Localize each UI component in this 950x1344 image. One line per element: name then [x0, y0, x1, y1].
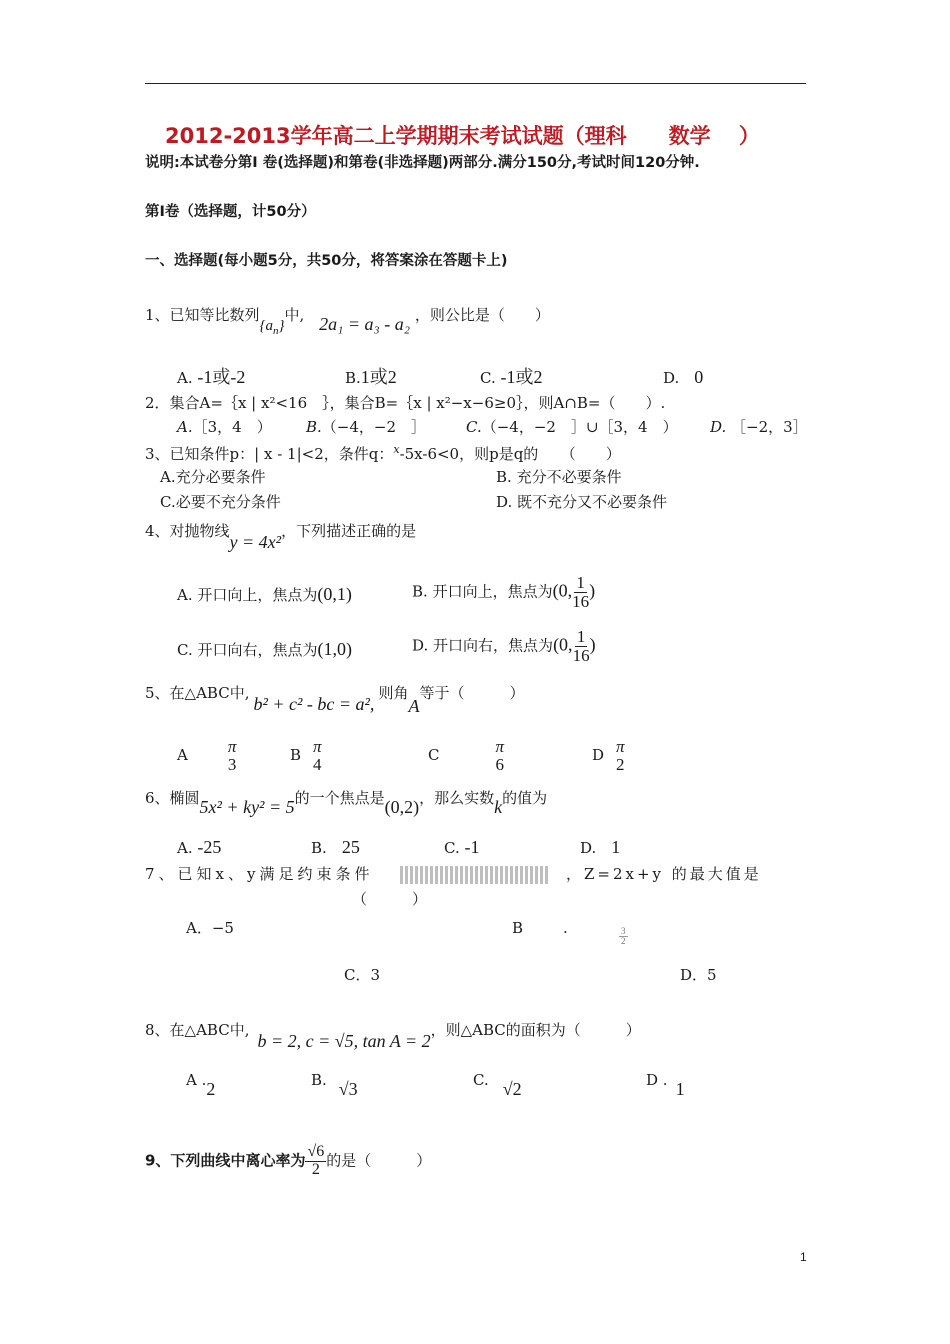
- q7-option-c[interactable]: C．3: [344, 966, 381, 984]
- question-7: 7、已知x、y满足约束条件: [145, 865, 374, 883]
- q6-stem-c: ，那么实数: [419, 789, 495, 807]
- question-7-tail: ，Z=2x+y 的最大值是: [566, 865, 762, 883]
- q1-stem-c: ，则公比是（ ）: [414, 306, 550, 324]
- part-heading: 第I卷（选择题，计50分）: [145, 204, 316, 220]
- q8-stem-b: ，则△ABC的面积为（ ）: [430, 1021, 641, 1039]
- q6-option-d[interactable]: D. 1: [580, 837, 621, 857]
- header-rule: [145, 83, 806, 84]
- q9-stem: 9、下列曲线中离心率为: [145, 1151, 306, 1170]
- question-2: 2．集合A=｛x | x²<16 ｝，集合B=｛x | x²−x−6≥0｝，则A∩B=（ ）.: [145, 394, 666, 412]
- q3-var: x: [393, 443, 400, 456]
- q4-option-d[interactable]: D. 开口向右，焦点为(0, $\frac{1}{16}$ ): [412, 627, 596, 665]
- q5-stem-b: 则角: [378, 684, 409, 702]
- q7-option-d[interactable]: D．5: [680, 966, 717, 984]
- q4-stem-b: ，下列描述正确的是: [281, 522, 417, 540]
- q6-option-c[interactable]: C. -1: [444, 837, 480, 857]
- q9-frac-num: √6: [307, 1143, 325, 1160]
- q1-option-a[interactable]: A. -1或-2: [177, 367, 246, 387]
- q5-option-b[interactable]: B π 4: [290, 737, 322, 774]
- question-4: [145, 521, 417, 552]
- q5-option-d[interactable]: D π 2: [592, 737, 625, 774]
- q4-equation: y = 4x²: [229, 532, 282, 552]
- page-number: 1: [800, 1250, 807, 1264]
- constraint-system-image: [400, 866, 550, 884]
- q7-paren: （ ）: [352, 890, 428, 908]
- page-title: 2012-2013学年高二上学期期末考试试题（理科 数学 ）: [165, 124, 760, 148]
- q2-option-a[interactable]: A.［3，4 ）: [177, 418, 272, 436]
- q2-option-d[interactable]: D. ［−2，3］: [710, 418, 808, 436]
- question-8: [145, 1020, 641, 1051]
- q1-stem-b: 中,: [284, 306, 305, 324]
- q6-point: (0,2): [384, 797, 420, 817]
- q1-option-d[interactable]: D. 0: [663, 367, 704, 387]
- q1-seq-close: }: [278, 318, 285, 334]
- q2-option-b[interactable]: B.（−4，−2 ］: [306, 418, 427, 436]
- q5-var: A: [408, 696, 420, 716]
- q6-stem: 6、椭圆: [145, 789, 200, 807]
- question-1: [145, 305, 550, 337]
- q1-option-c[interactable]: C. -1或2: [480, 367, 543, 387]
- question-3: [145, 444, 621, 462]
- q4-option-c[interactable]: C. 开口向右，焦点为(1,0): [177, 639, 353, 659]
- q5-option-c[interactable]: C π 6: [428, 737, 505, 774]
- q9-stem-b: 的是（ ）: [326, 1151, 432, 1170]
- q6-equation: 5x² + ky² = 5: [199, 797, 295, 817]
- q1-equation: 2a₁ = a₃ - a₂: [319, 314, 411, 334]
- q4-option-b[interactable]: B. 开口向上，焦点为(0, $\frac{1}{16}$ ): [412, 573, 596, 611]
- q3-stem: 3、已知条件p：| x - 1|<2，条件q：: [145, 445, 394, 463]
- q8-stem: 8、在△ABC中,: [145, 1021, 250, 1039]
- q4-option-a[interactable]: A. 开口向上，焦点为(0,1): [177, 584, 352, 604]
- q6-option-b[interactable]: B. 25: [311, 837, 360, 857]
- q1-seq-sub: n: [273, 325, 279, 337]
- q8-option-a[interactable]: A .2: [186, 1071, 216, 1099]
- exam-note: 说明:本试卷分第I 卷(选择题)和第卷(非选择题)两部分.满分150分,考试时间120分钟.: [145, 155, 700, 171]
- q1-option-b[interactable]: B.1或2: [345, 367, 397, 387]
- question-5: [145, 683, 525, 716]
- section-heading: 一、选择题(每小题5分，共50分，将答案涂在答题卡上): [145, 253, 508, 269]
- q4-stem: 4、对抛物线: [145, 522, 230, 540]
- q3-option-b[interactable]: B. 充分不必要条件: [496, 468, 622, 486]
- question-6: [145, 788, 548, 817]
- question-9: [145, 1144, 431, 1179]
- q9-frac-den: 2: [311, 1160, 320, 1178]
- q1-stem: 1、已知等比数列: [145, 306, 260, 324]
- q5-stem-c: 等于（ ）: [419, 684, 525, 702]
- q5-option-a[interactable]: A π 3: [177, 737, 237, 774]
- q2-option-c[interactable]: C.（−4，−2 ］∪［3，4 ）: [466, 418, 678, 436]
- q6-option-a[interactable]: A. -25: [177, 837, 222, 857]
- q6-var: k: [494, 797, 503, 817]
- q8-option-c[interactable]: C. √2: [473, 1071, 522, 1099]
- q1-seq: {a: [259, 318, 274, 334]
- q7-option-b-fraction: $\frac{3}{2}$: [621, 926, 626, 947]
- q7-option-a[interactable]: A．−5: [186, 919, 234, 937]
- q6-stem-d: 的值为: [502, 789, 548, 807]
- q5-equation: b² + c² - bc = a²,: [253, 694, 375, 714]
- q3-option-d[interactable]: D. 既不充分又不必要条件: [496, 493, 668, 511]
- q8-option-b[interactable]: B. √3: [311, 1071, 358, 1099]
- q3-option-a[interactable]: A.充分必要条件: [160, 468, 266, 486]
- q6-stem-b: 的一个焦点是: [294, 789, 385, 807]
- q8-option-d[interactable]: D . 1: [646, 1071, 685, 1099]
- q5-stem: 5、在△ABC中,: [145, 684, 250, 702]
- q7-option-b[interactable]: B .: [512, 919, 568, 937]
- q8-equation: b = 2, c = √5, tan A = 2: [257, 1031, 431, 1051]
- q3-option-c[interactable]: C.必要不充分条件: [160, 493, 281, 511]
- q3-stem-c: -5x-6<0，则p是q的 （ ）: [399, 445, 621, 463]
